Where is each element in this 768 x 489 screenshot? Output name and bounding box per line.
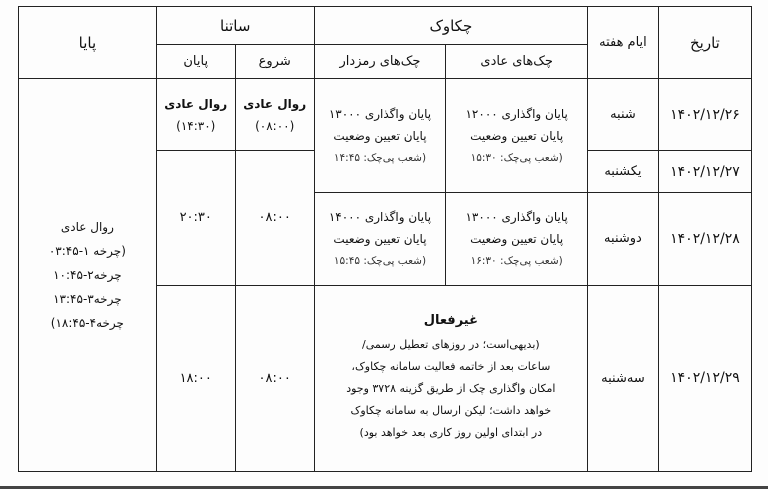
satna-start-line: روال عادی bbox=[243, 96, 307, 111]
inactive-cell bbox=[314, 285, 587, 471]
header-end: پایان bbox=[156, 45, 235, 79]
paya-line: (چرخه ۱-۰۳:۴۵ bbox=[48, 244, 126, 259]
coded-line: (شعب پی‌چک: ۱۴:۴۵ bbox=[333, 151, 427, 164]
regular-line: پایان واگذاری ۱۳۰۰۰ bbox=[465, 209, 568, 224]
schedule-table bbox=[18, 6, 752, 472]
regular-line: پایان واگذاری ۱۲۰۰۰ bbox=[465, 106, 568, 121]
inactive-title: غیرفعال bbox=[423, 312, 478, 328]
satna-end-cell: ۱۸:۰۰ bbox=[156, 285, 235, 471]
row-date: ۱۴۰۲/۱۲/۲۸ bbox=[658, 193, 751, 285]
coded-checks-cell bbox=[314, 193, 446, 285]
row-day: یکشنبه bbox=[588, 151, 659, 193]
regular-line: (شعب پی‌چک: ۱۶:۳۰ bbox=[470, 254, 563, 267]
satna-start-line: (۰۸:۰۰) bbox=[255, 118, 295, 133]
coded-line: (شعب پی‌چک: ۱۵:۴۵ bbox=[333, 254, 427, 267]
inactive-line: در ابتدای اولین روز کاری بعد خواهد بود) bbox=[359, 425, 543, 439]
satna-end-line: (۱۴:۳۰) bbox=[176, 118, 216, 133]
regular-checks-cell bbox=[446, 79, 588, 193]
coded-checks-cell bbox=[314, 79, 446, 193]
coded-line: پایان تعیین وضعیت bbox=[333, 128, 427, 143]
satna-end-cell: ۲۰:۳۰ bbox=[156, 151, 235, 285]
satna-start-cell bbox=[235, 79, 314, 151]
header-coded-checks: چک‌های رمزدار bbox=[314, 45, 446, 79]
regular-line: (شعب پی‌چک: ۱۵:۳۰ bbox=[470, 151, 563, 164]
paya-cell bbox=[19, 79, 157, 472]
header-regular-checks: چک‌های عادی bbox=[446, 45, 588, 79]
paya-line: چرخه۲-۱۰:۴۵ bbox=[53, 268, 122, 283]
header-start: شروع bbox=[235, 45, 314, 79]
satna-end-line: روال عادی bbox=[164, 96, 228, 111]
satna-start-cell: ۰۸:۰۰ bbox=[235, 151, 314, 285]
row-day: دوشنبه bbox=[588, 193, 659, 285]
regular-line: پایان تعیین وضعیت bbox=[470, 128, 564, 143]
header-weekday: ایام هفته bbox=[588, 7, 659, 79]
row-date: ۱۴۰۲/۱۲/۲۶ bbox=[658, 79, 751, 151]
row-day: شنبه bbox=[588, 79, 659, 151]
inactive-line: خواهد داشت؛ لیکن ارسال به سامانه چکاوک bbox=[350, 403, 552, 417]
row-day: سه‌شنبه bbox=[588, 285, 659, 471]
paya-line: چرخه۴-۱۸:۴۵) bbox=[50, 316, 124, 331]
inactive-line: ساعات بعد از خاتمه فعالیت سامانه چکاوک، bbox=[351, 359, 551, 373]
row-date: ۱۴۰۲/۱۲/۲۹ bbox=[658, 285, 751, 471]
inactive-line: (بدیهی‌است؛ در روزهای تعطیل رسمی/ bbox=[361, 337, 540, 351]
paya-line: روال عادی bbox=[60, 220, 114, 235]
header-date: تاریخ bbox=[658, 7, 751, 79]
inactive-line: امکان واگذاری چک از طریق گزینه ۳۷۲۸ وجود bbox=[346, 381, 556, 395]
paya-line: چرخه۳-۱۳:۴۵ bbox=[53, 292, 122, 307]
coded-line: پایان تعیین وضعیت bbox=[333, 231, 427, 246]
satna-start-cell: ۰۸:۰۰ bbox=[235, 285, 314, 471]
coded-line: پایان واگذاری ۱۳۰۰۰ bbox=[328, 106, 432, 121]
regular-checks-cell bbox=[446, 193, 588, 285]
table-row bbox=[19, 79, 752, 151]
regular-line: پایان تعیین وضعیت bbox=[470, 231, 564, 246]
header-satna: ساتنا bbox=[156, 7, 314, 45]
coded-line: پایان واگذاری ۱۴۰۰۰ bbox=[328, 209, 432, 224]
satna-end-cell bbox=[156, 79, 235, 151]
header-paya: پایا bbox=[19, 7, 157, 79]
inactive-note bbox=[318, 334, 584, 444]
header-chakavak: چکاوک bbox=[314, 7, 587, 45]
row-date: ۱۴۰۲/۱۲/۲۷ bbox=[658, 151, 751, 193]
